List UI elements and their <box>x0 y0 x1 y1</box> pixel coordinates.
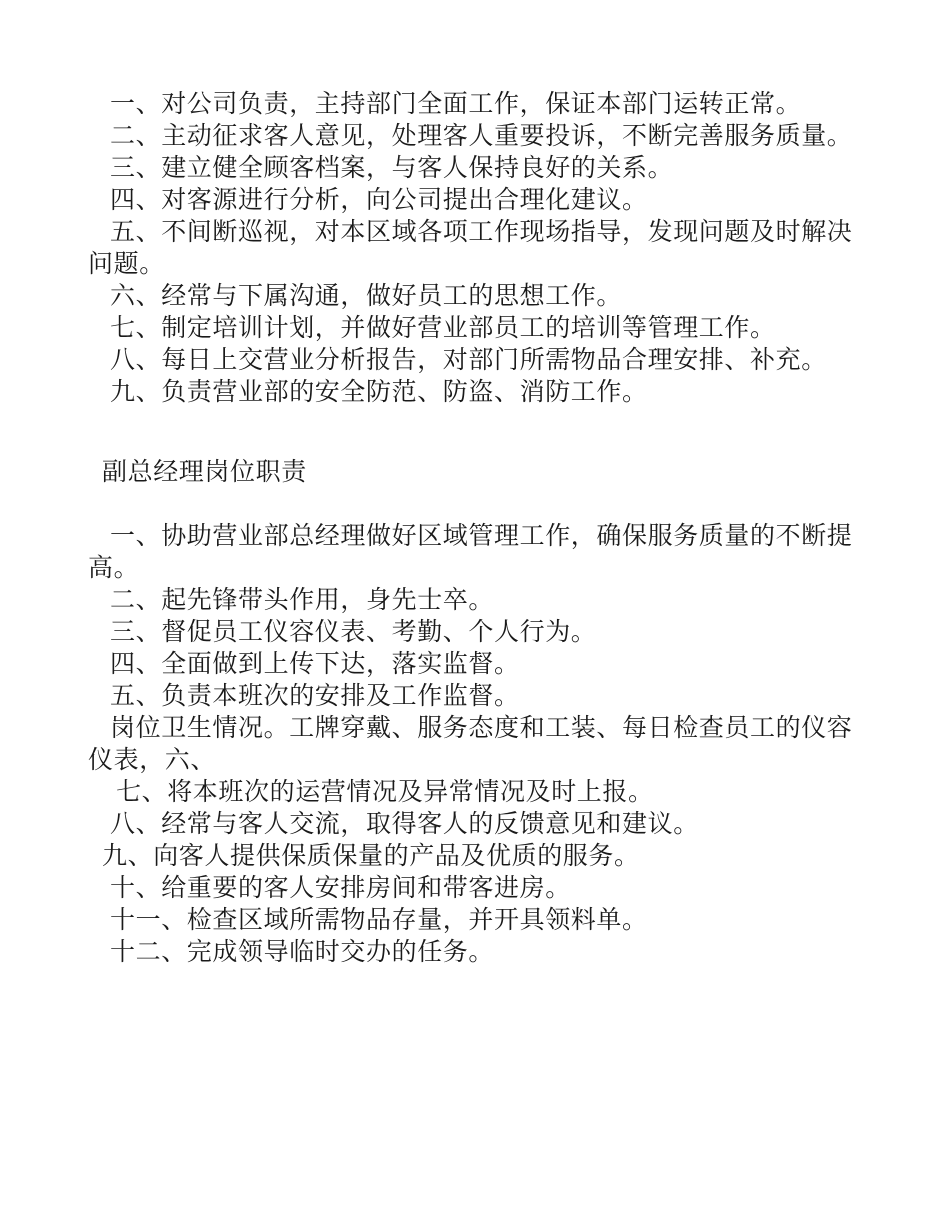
deputy-duty-item-5: 五、负责本班次的安排及工作监督。 <box>110 681 520 710</box>
duty-item-9: 九、负责营业部的安全防范、防盗、消防工作。 <box>110 377 648 406</box>
deputy-duty-item-7: 七、将本班次的运营情况及异常情况及时上报。 <box>116 777 654 806</box>
deputy-duty-item-8: 八、经常与客人交流，取得客人的反馈意见和建议。 <box>110 809 699 838</box>
deputy-duties-list <box>88 520 858 968</box>
section-spacer <box>88 408 858 456</box>
duty-item-6: 六、经常与下属沟通，做好员工的思想工作。 <box>110 281 623 310</box>
section-title: 副总经理岗位职责 <box>102 457 307 486</box>
duty-item-3: 三、建立健全顾客档案，与客人保持良好的关系。 <box>110 153 674 182</box>
document-body <box>88 88 858 968</box>
deputy-duty-item-11: 十一、检查区域所需物品存量，并开具领料单。 <box>110 905 648 934</box>
duty-item-4: 四、对客源进行分析，向公司提出合理化建议。 <box>110 185 648 214</box>
manager-duties-list <box>88 88 858 408</box>
deputy-duty-item-1: 一、协助营业部总经理做好区域管理工作，确保服务质量的不断提高。 <box>88 521 853 582</box>
duty-item-1: 一、对公司负责，主持部门全面工作，保证本部门运转正常。 <box>110 89 802 118</box>
deputy-duty-item-6: 岗位卫生情况。工牌穿戴、服务态度和工装、每日检查员工的仪容仪表，六、 <box>88 713 853 774</box>
duty-item-7: 七、制定培训计划，并做好营业部员工的培训等管理工作。 <box>110 313 776 342</box>
deputy-duty-item-9: 九、向客人提供保质保量的产品及优质的服务。 <box>102 841 640 870</box>
deputy-duty-item-12: 十二、完成领导临时交办的任务。 <box>110 937 495 966</box>
deputy-duty-item-10: 十、给重要的客人安排房间和带客进房。 <box>110 873 571 902</box>
deputy-duty-item-2: 二、起先锋带头作用，身先士卒。 <box>110 585 495 614</box>
duty-item-8: 八、每日上交营业分析报告，对部门所需物品合理安排、补充。 <box>110 345 827 374</box>
title-spacer <box>88 500 858 520</box>
duty-item-2: 二、主动征求客人意见，处理客人重要投诉，不断完善服务质量。 <box>110 121 853 150</box>
deputy-duty-item-3: 三、督促员工仪容仪表、考勤、个人行为。 <box>110 617 597 646</box>
duty-item-5: 五、不间断巡视，对本区域各项工作现场指导，发现问题及时解决问题。 <box>88 217 853 278</box>
deputy-duty-item-4: 四、全面做到上传下达，落实监督。 <box>110 649 520 678</box>
